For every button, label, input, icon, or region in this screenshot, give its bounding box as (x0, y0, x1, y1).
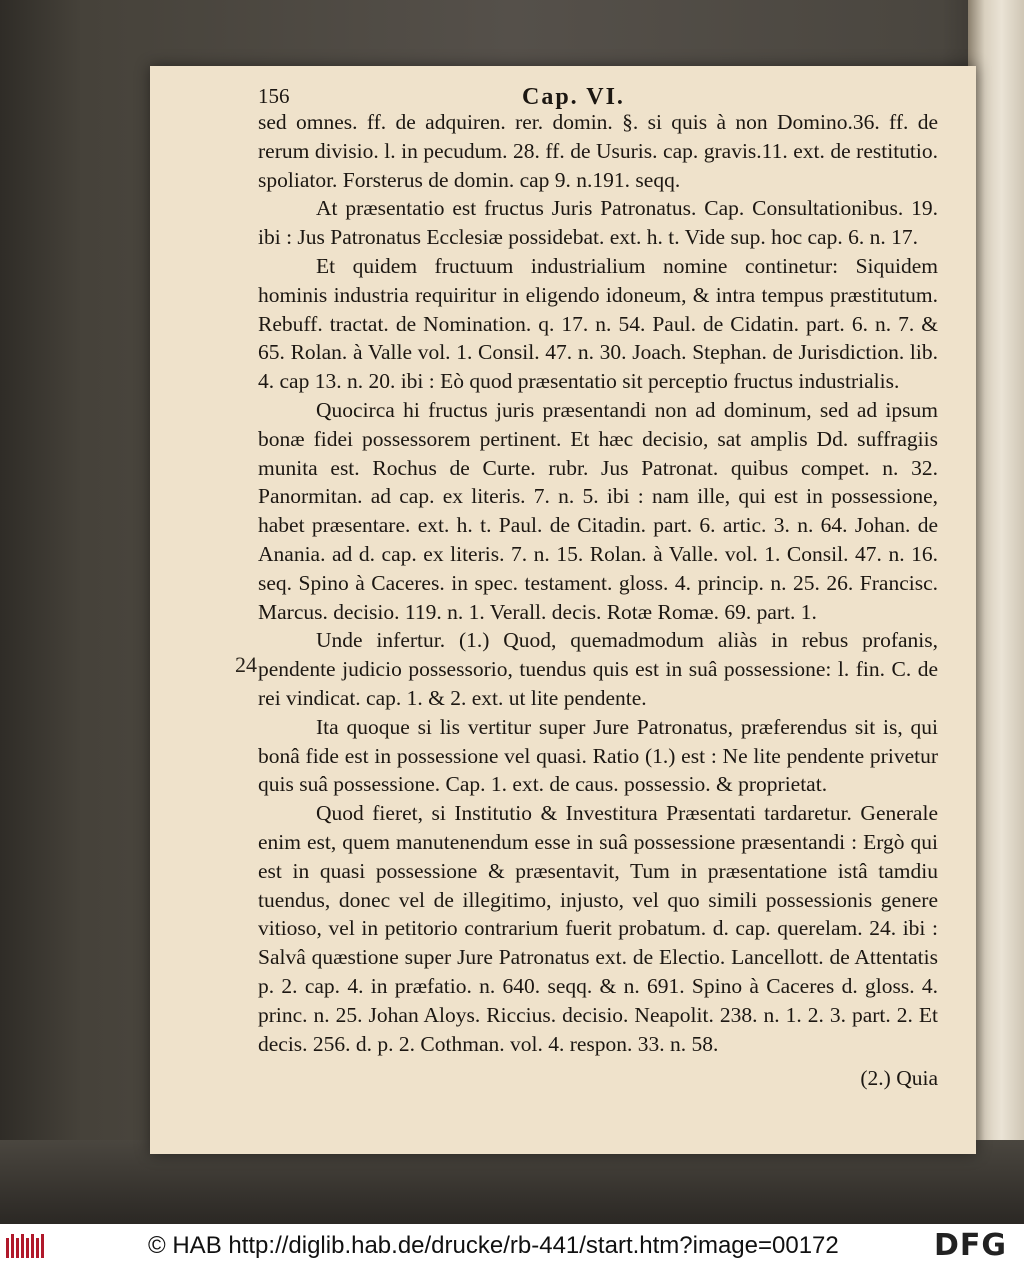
paragraph: Quocirca hi fructus juris præsentandi non ad dominum, sed ad ipsum bonæ fidei possessorem pertinent. Et hæc decisio, sat amplis Dd. suffragiis munita est. Rochus de Curte. rubr. Jus Patronat. quibus compet. n. 32. Panormitan. ad cap. ex literis. 7. n. 5. ibi : nam ille, qui est in possessione, habet præsentare. ext. h. t. Paul. de Citadin. part. 6. artic. 3. n. 64. Johan. de Anania. ad d. cap. ex literis. 7. n. 15. Rolan. à Valle. vol. 1. Consil. 47. n. 16. seq. Spino à Caceres. in spec. testament. gloss. 4. princip. n. 25. 26. Francisc. Marcus. decisio. 119. n. 1. Verall. decis. Rotæ Romæ. 69. part. 1. (258, 397, 938, 624)
body-text (258, 108, 938, 1093)
dfg-logo: DFG (934, 1228, 1008, 1263)
paragraph: sed omnes. ff. de adquiren. rer. domin. §. si quis à non Domino.36. ff. de rerum divisio. l. in pecudum. 28. ff. de Usuris. cap. gravis.11. ext. de restitutio. spoliator. Forsterus de domin. cap 9. n.191. seqq. (258, 110, 938, 192)
footer-bar (0, 1224, 1024, 1268)
source-link[interactable]: © HAB http://diglib.hab.de/drucke/rb-441/start.htm?image=00172 (148, 1232, 839, 1259)
paragraph: Unde infertur. (1.) Quod, quemadmodum aliàs in rebus profanis, pendente judicio possessorio, tuendus quis est in suâ possessione: l. fin. C. de rei vindicat. cap. 1. & 2. ext. ut lite pendente. (258, 628, 938, 710)
book-page (150, 66, 976, 1154)
paragraph: Ita quoque si lis vertitur super Jure Patronatus, præferendus sit is, qui bonâ fide est in possessione vel quasi. Ratio (1.) est : Ne lite pendente privetur quis suâ possessione. Cap. 1. ext. de caus. possessio. & proprietat. (258, 714, 938, 797)
paragraph: Quod fieret, si Institutio & Investitura Præsentati tardaretur. Generale enim est, quem manutenendum esse in suâ possessione præsentandi : Ergò qui est in quasi possessione & præsentavit, Tum in præsentatione istâ tamdiu tuendus, donec vel de illegitimo, injusto, vel quo simili possessionis genere vitioso, vel in petitorio contrarium fuerit probatum. d. cap. querelam. 24. ibi : Salvâ quæstione super Jure Patronatus ext. de Electio. Lancellott. de Attentatis p. 2. cap. 4. in præfatio. n. 640. seqq. & n. 691. Spino à Caceres d. gloss. 4. princ. n. 25. Johan Aloys. Riccius. decisio. Neapolit. 238. n. 1. 2. 3. part. 2. Et decis. 256. d. p. 2. Cothman. vol. 4. respon. 33. n. 58. (258, 801, 938, 1056)
paragraph: At præsentatio est fructus Juris Patronatus. Cap. Consultationibus. 19. ibi : Jus Patronatus Ecclesiæ possidebat. ext. h. t. Vide sup. hoc cap. 6. n. 17. (258, 196, 938, 250)
margin-number: 24 (235, 652, 257, 677)
paragraph: Et quidem fructuum industrialium nomine continetur: Siquidem hominis industria requiritur in eligendo idoneum, & intra tempus præstitutum. Rebuff. tractat. de Nomination. q. 17. n. 54. Paul. de Cidatin. part. 6. n. 7. & 65. Rolan. à Valle vol. 1. Consil. 47. n. 30. Joach. Stephan. de Jurisdiction. lib. 4. cap 13. n. 20. ibi : Eò quod præsentatio sit perceptio fructus industrialis. (258, 253, 938, 394)
facing-page-edge (968, 0, 1024, 1224)
chapter-heading: Cap. VI. (522, 84, 625, 110)
catchword: (2.) Quia (860, 1066, 938, 1091)
page-number: 156 (258, 84, 290, 108)
hab-logo-icon (6, 1232, 44, 1260)
